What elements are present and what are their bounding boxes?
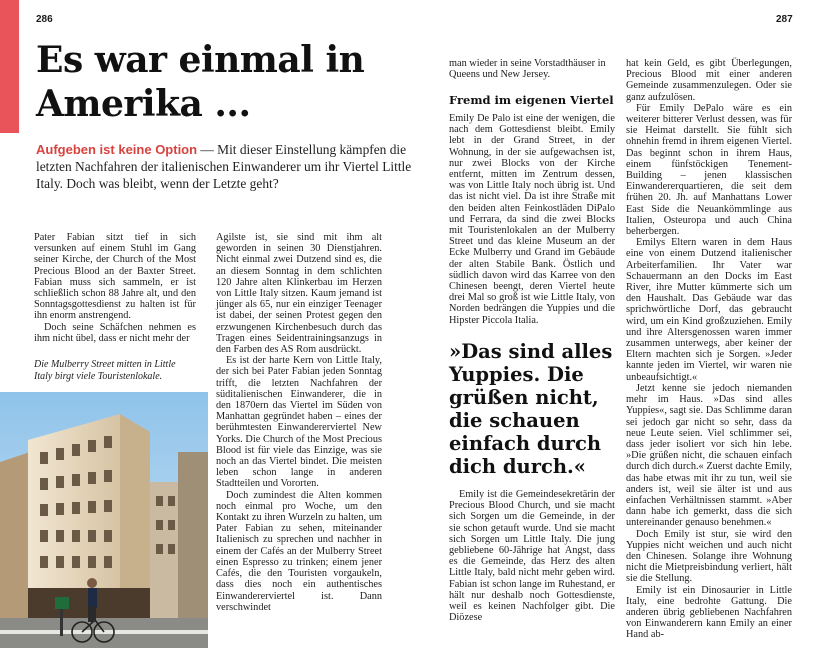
intro-keyword: Aufgeben ist keine Option bbox=[36, 142, 198, 157]
intro-text: — Mit dieser Einstellung kämpfen die letzten Nachfahren der italienischen Einwanderer um ihr Viertel Little Italy. Doch was bleibt, wenn der Letzte geht? bbox=[36, 142, 412, 191]
column-4 bbox=[626, 58, 792, 641]
paragraph: Emily ist ein Dinosaurier in Little Italy, eine bedrohte Gattung. Die anderen übrig gebliebenen Nachfahren von Einwanderern kann Emily an einer Hand ab- bbox=[626, 584, 792, 641]
paragraph: Es ist der harte Kern von Little Italy, der sich bei Pater Fabian jeden Sonntag trifft, die letzten Nachfahren der süditalienischen Einwanderer, die in den 1870ern das Viertel im Süden von Manhattan gegründet haben – eines der berühmtesten Einwandererviertel New Yorks. Die Church of the Most Precious Blood ist für viele das Einzige, was sie noch an das Viertel bindet. Die meisten leben schon lange in anderen Stadtteilen und Vororten. bbox=[216, 355, 382, 490]
paragraph: hat kein Geld, es gibt Überlegungen, Precious Blood mit einer anderen Gemeinde zusammenzulegen. Oder sie ganz aufzulösen. bbox=[626, 58, 792, 103]
column-1 bbox=[34, 232, 196, 344]
column-3-top bbox=[449, 58, 615, 80]
paragraph: Emilys Eltern waren in dem Haus eine von einem Dutzend italienischer Arbeiterfamilien. Ihr Vater war Schauermann an den Docks im East River, ihre Mutter kümmerte sich um den Haushalt. Das Gebäude war das sprichwörtliche Dorf, das gebraucht wird, um ein Kind großzuziehen. Emily und ihre Altersgenossen waren immer zusammen unterwegs, aber keiner der Eltern machten sich je Sorgen. »Jeder kannte jeden im Viertel, wir waren nie unbeaufsichtigt.« bbox=[626, 237, 792, 383]
street-photo bbox=[0, 392, 208, 648]
paragraph: man wieder in seine Vorstadthäuser in Queens und New Jersey. bbox=[449, 58, 606, 81]
paragraph: Doch Emily ist stur, sie wird den Yuppies nicht weichen und auch nicht den Chinesen. Solange ihre Wohnung nicht die Mietpreisbindung verliert, hält sie die Stellung. bbox=[626, 528, 792, 585]
page-number-right: 287 bbox=[776, 14, 793, 25]
article-intro bbox=[36, 141, 416, 192]
accent-bar bbox=[0, 0, 19, 133]
subheading: Fremd im eigenen Viertel bbox=[449, 93, 614, 107]
paragraph: Emily ist die Gemeindesekretärin der Precious Blood Church, und sie macht sich Sorgen um die Gemeinde, in der sie schon getauft wurde. Und sie macht sich Sorgen um Little Italy. Die jung gebliebene 60-Jährige hat Angst, dass es die Gemeinde, das Herz des alten Little Italy, bald nicht mehr geben wird. Fabian ist schon lange im Ruhestand, er hält nur deshalb noch Gottesdienste, weil es keinen Nachfolger gibt. Die Diözese bbox=[449, 489, 615, 624]
photo-caption: Die Mulberry Street mitten in Little Italy birgt viele Touristenlokale. bbox=[34, 359, 176, 382]
column-3-bottom bbox=[449, 489, 615, 623]
column-2 bbox=[216, 232, 382, 613]
page-number-left: 286 bbox=[36, 14, 53, 25]
column-3 bbox=[449, 113, 615, 326]
paragraph: Jetzt kenne sie jedoch niemanden mehr im Haus. »Das sind alles Yuppies«, sagt sie. Das Schlimme daran sei jedoch gar nicht so sehr, dass da neue Leute seien. Viel schlimmer sei, dass jeder isoliert vor sich hin lebe. »Die grüßen nicht, die schauen einfach durch dich durch.« Zuerst dachte Emily, das habe etwas mit ihr zu tun, weil sie anders ist, weil sie älter ist und aus einfachen Verhältnissen stammt. »Aber dann habe ich gemerkt, dass die sich untereinander genauso benehmen.« bbox=[626, 382, 792, 529]
pull-quote: »Das sind alles Yuppies. Die grüßen nicht, die schauen einfach durch dich durch.« bbox=[449, 340, 613, 478]
paragraph: Doch seine Schäfchen nehmen es ihm nicht übel, dass er nicht mehr der bbox=[34, 321, 196, 344]
paragraph: Für Emily DePalo wäre es ein weiterer bitterer Verlust dessen, was für sie Heimat darstellt. Sie fühlt sich ohnehin fremd in ihrem eigenen Viertel. Das beginnt schon in ihrem Haus, einem fünfstöckigen Tenement-Building – jenen klassischen Einwandererquartieren, die seit dem frühen 20. Jh. auf Manhattans Lower East Side die Neuankömmlinge aus Italien, Osteuropa und auch China beherbergen. bbox=[626, 102, 792, 238]
paragraph: Agilste ist, sie sind mit ihm alt geworden in seinen 30 Dienstjahren. Nicht einmal zwei Dutzend sind es, die an diesem Sonntag in dem schlichten 120 Jahre alten Klinkerbau im Herzen von Little Italy sitzen. Kaum jemand ist jünger als 65, nur ein einziger Teenager ist dabei, der seinen Protest gegen den erzwungenen Kirchenbesuch durch das Tragen eines Seidentrainingsanzugs in den Farben des AS Rom ausdrückt. bbox=[216, 232, 382, 356]
paragraph: Emily De Palo ist eine der wenigen, die nach dem Gottesdienst bleibt. Emily lebt in der Grand Street, in der Wohnung, in der sie aufgewachsen ist, nur zwei Blocks von der Kirche entfernt, mitten im Zentrum dessen, was von Little Italy noch übrig ist. Und das ist nicht viel. Da ist ihre Straße mit den beiden alten Feinkostläden DiPalo und Ferrara, da sind die zwei Blocks mit Touristenlokalen an der Mulberry Street und das kleine Museum an der Ecke Mulberry und Grand im Gebäude der alten Stabile Bank. Östlich und südlich davon wird das Karree von den Chinesen beengt, deren Viertel heute drei Mal so groß ist wie Little Italy, von Norden bedrängen die Yuppies und die Hipster Piccola Italia. bbox=[449, 113, 615, 326]
paragraph: Pater Fabian sitzt tief in sich versunken auf einem Stuhl im Gang seiner Kirche, der Church of the Most Precious Blood an der Baxter Street. Fabian muss sich sammeln, er ist schließlich schon 88 Jahre alt, und den Sonntagsgottesdienst zu halten ist für ihn enorm anstrengend. bbox=[34, 232, 196, 322]
article-title: Es war einmal in Amerika ... bbox=[36, 39, 365, 125]
paragraph: Doch zumindest die Alten kommen noch einmal pro Woche, um den Kontakt zu ihren Wurzeln zu halten, um Pater Fabian zu sehen, miteinander Italienisch zu sprechen und nachher in einem der Cafés an der Mulberry Street einen Espresso zu trinken; einem jener Cafés, die den Touristen vorgaukeln, dass dies noch ein authentisches Einwandererviertel ist. Dann verschwindet bbox=[216, 489, 382, 613]
